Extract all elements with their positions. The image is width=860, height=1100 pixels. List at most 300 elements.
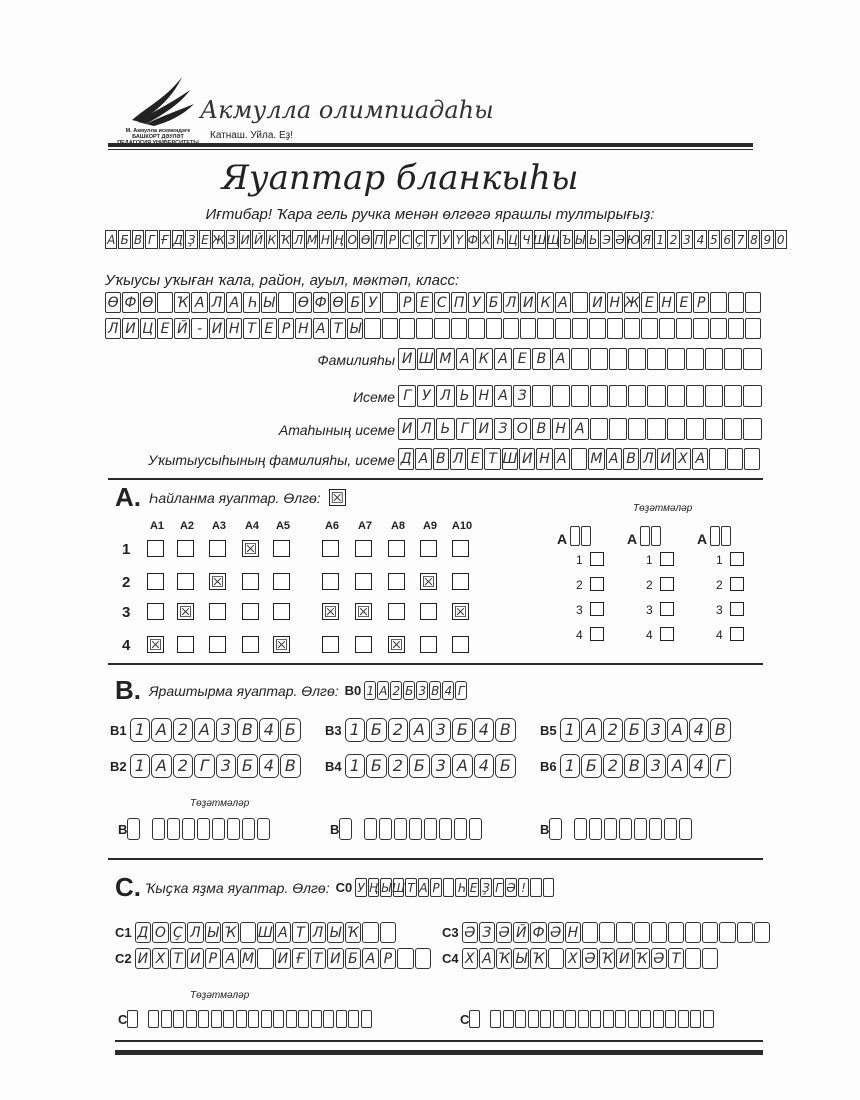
- letter-cell[interactable]: А: [552, 348, 570, 370]
- letter-cell[interactable]: Е: [676, 292, 692, 313]
- answer-checkbox[interactable]: [355, 540, 372, 557]
- correction-checkbox[interactable]: [660, 627, 674, 641]
- field-input[interactable]: [398, 448, 761, 470]
- letter-cell[interactable]: Ж: [624, 292, 640, 313]
- letter-cell[interactable]: [590, 385, 608, 407]
- answer-checkbox[interactable]: ☒: [178, 603, 193, 621]
- letter-cell[interactable]: [257, 948, 274, 969]
- letter-cell[interactable]: Б: [345, 948, 362, 969]
- correction-checkbox[interactable]: [660, 577, 674, 591]
- letter-cell[interactable]: Ә: [548, 922, 564, 943]
- letter-cell[interactable]: Н: [295, 318, 311, 339]
- letter-cell[interactable]: [709, 448, 725, 470]
- correction-cell[interactable]: [361, 1010, 372, 1028]
- letter-cell[interactable]: И: [398, 418, 416, 440]
- correction-cell[interactable]: [703, 1010, 714, 1028]
- letter-cell[interactable]: А: [606, 448, 622, 470]
- letter-cell[interactable]: [382, 292, 398, 313]
- letter-cell[interactable]: [719, 922, 735, 943]
- letter-cell[interactable]: [616, 922, 632, 943]
- letter-cell[interactable]: [651, 922, 667, 943]
- answer-checkbox[interactable]: [242, 573, 259, 590]
- letter-cell[interactable]: [628, 385, 646, 407]
- matching-correction[interactable]: [330, 818, 484, 840]
- correction-cell[interactable]: [336, 1010, 347, 1028]
- letter-cell[interactable]: [724, 418, 742, 440]
- letter-cell[interactable]: А: [667, 754, 688, 778]
- correction-cell[interactable]: [615, 1010, 626, 1028]
- letter-cell[interactable]: И: [187, 948, 204, 969]
- letter-cell[interactable]: Й: [174, 318, 190, 339]
- letter-cell[interactable]: 3: [431, 754, 452, 778]
- letter-cell[interactable]: А: [581, 718, 602, 742]
- letter-cell[interactable]: А: [194, 718, 215, 742]
- letter-cell[interactable]: [571, 385, 589, 407]
- letter-cell[interactable]: [647, 418, 665, 440]
- letter-cell[interactable]: [240, 922, 257, 943]
- letter-cell[interactable]: Л: [310, 922, 327, 943]
- letter-cell[interactable]: А: [494, 348, 512, 370]
- answer-checkbox[interactable]: [452, 540, 469, 557]
- correction-checkbox[interactable]: [590, 577, 604, 591]
- correction-cell[interactable]: [721, 526, 731, 546]
- letter-cell[interactable]: 1: [560, 718, 581, 742]
- correction-cell[interactable]: [679, 818, 692, 840]
- letter-cell[interactable]: [537, 318, 553, 339]
- letter-cell[interactable]: Г: [710, 754, 731, 778]
- answer-checkbox[interactable]: [273, 540, 290, 557]
- letter-cell[interactable]: В: [624, 754, 645, 778]
- letter-cell[interactable]: У: [364, 292, 380, 313]
- correction-cell[interactable]: [649, 818, 662, 840]
- letter-cell[interactable]: Ҡ: [174, 292, 190, 313]
- letter-cell[interactable]: А: [409, 718, 430, 742]
- correction-cell[interactable]: [236, 1010, 247, 1028]
- answer-checkbox[interactable]: [273, 603, 290, 620]
- letter-cell[interactable]: [434, 318, 450, 339]
- letter-cell[interactable]: Ә: [651, 948, 667, 969]
- letter-cell[interactable]: [702, 948, 718, 969]
- letter-cell[interactable]: У: [417, 385, 435, 407]
- letter-cell[interactable]: К: [475, 348, 493, 370]
- correction-cell[interactable]: [409, 818, 422, 840]
- letter-cell[interactable]: Д: [135, 922, 152, 943]
- letter-cell[interactable]: Ф: [313, 292, 329, 313]
- answer-checkbox[interactable]: ☒: [453, 603, 468, 621]
- letter-cell[interactable]: [745, 292, 761, 313]
- letter-cell[interactable]: В: [623, 448, 639, 470]
- letter-cell[interactable]: [705, 418, 723, 440]
- answer-checkbox[interactable]: ☒: [210, 573, 225, 591]
- letter-cell[interactable]: 4: [259, 754, 280, 778]
- letter-cell[interactable]: [693, 318, 709, 339]
- letter-cell[interactable]: И: [616, 948, 632, 969]
- letter-cell[interactable]: Б: [347, 292, 363, 313]
- letter-cell[interactable]: Ф: [530, 922, 546, 943]
- letter-cell[interactable]: 1: [345, 718, 366, 742]
- short-answer-correction[interactable]: [460, 1010, 715, 1028]
- letter-cell[interactable]: [686, 385, 704, 407]
- correction-cell[interactable]: [515, 1010, 526, 1028]
- letter-cell[interactable]: Р: [205, 948, 222, 969]
- answer-checkbox[interactable]: [452, 636, 469, 653]
- letter-cell[interactable]: Ғ: [292, 948, 309, 969]
- letter-cell[interactable]: Ҡ: [345, 922, 362, 943]
- letter-cell[interactable]: Ҡ: [222, 922, 239, 943]
- letter-cell[interactable]: Ц: [140, 318, 156, 339]
- letter-cell[interactable]: И: [657, 448, 673, 470]
- answer-checkbox[interactable]: ☒: [323, 603, 338, 621]
- letter-cell[interactable]: [641, 318, 657, 339]
- correction-cell[interactable]: [710, 526, 720, 546]
- letter-cell[interactable]: [628, 348, 646, 370]
- letter-cell[interactable]: 2: [173, 718, 194, 742]
- answer-checkbox[interactable]: [177, 540, 194, 557]
- short-answer-correction[interactable]: [118, 1010, 373, 1028]
- letter-cell[interactable]: Х: [565, 948, 581, 969]
- letter-cell[interactable]: Б: [581, 754, 602, 778]
- letter-cell[interactable]: Ш: [257, 922, 274, 943]
- answer-checkbox[interactable]: [147, 540, 164, 557]
- letter-cell[interactable]: Н: [659, 292, 675, 313]
- answer-checkbox[interactable]: [322, 540, 339, 557]
- letter-cell[interactable]: 2: [603, 718, 624, 742]
- letter-cell[interactable]: 3: [646, 718, 667, 742]
- correction-cell[interactable]: [424, 818, 437, 840]
- correction-cell[interactable]: [167, 818, 180, 840]
- answer-checkbox[interactable]: [177, 636, 194, 653]
- letter-cell[interactable]: А: [692, 448, 708, 470]
- letter-cell[interactable]: [743, 348, 761, 370]
- letter-cell[interactable]: 1: [130, 718, 151, 742]
- school-line-2[interactable]: [105, 318, 762, 339]
- letter-cell[interactable]: Ы: [327, 922, 344, 943]
- letter-cell[interactable]: [727, 448, 743, 470]
- letter-cell[interactable]: [415, 948, 432, 969]
- letter-cell[interactable]: [609, 418, 627, 440]
- letter-cell[interactable]: [647, 348, 665, 370]
- correction-cell[interactable]: [127, 818, 140, 840]
- correction-cell[interactable]: [549, 818, 562, 840]
- correction-cell[interactable]: [503, 1010, 514, 1028]
- letter-cell[interactable]: 2: [388, 754, 409, 778]
- letter-cell[interactable]: А: [362, 948, 379, 969]
- correction-cell[interactable]: [197, 818, 210, 840]
- letter-cell[interactable]: Ш: [417, 348, 435, 370]
- correction-cell[interactable]: [469, 818, 482, 840]
- letter-cell[interactable]: -: [191, 318, 207, 339]
- letter-cell[interactable]: Н: [607, 292, 623, 313]
- letter-cell[interactable]: [702, 922, 718, 943]
- letter-cell[interactable]: Л: [436, 385, 454, 407]
- correction-cell[interactable]: [261, 1010, 272, 1028]
- letter-cell[interactable]: А: [151, 754, 172, 778]
- short-answer[interactable]: [115, 922, 397, 943]
- letter-cell[interactable]: [607, 318, 623, 339]
- correction-cell[interactable]: [311, 1010, 322, 1028]
- answer-checkbox[interactable]: [322, 636, 339, 653]
- correction-cell[interactable]: [653, 1010, 664, 1028]
- letter-cell[interactable]: Г: [194, 754, 215, 778]
- correction-cell[interactable]: [227, 818, 240, 840]
- letter-cell[interactable]: [737, 922, 753, 943]
- letter-cell[interactable]: И: [135, 948, 152, 969]
- letter-cell[interactable]: А: [667, 718, 688, 742]
- letter-cell[interactable]: 3: [216, 718, 237, 742]
- answer-checkbox[interactable]: [242, 636, 259, 653]
- letter-cell[interactable]: А: [191, 292, 207, 313]
- letter-cell[interactable]: Б: [366, 754, 387, 778]
- answer-checkbox[interactable]: [242, 603, 259, 620]
- letter-cell[interactable]: [724, 385, 742, 407]
- letter-cell[interactable]: [659, 318, 675, 339]
- answer-checkbox[interactable]: ☒: [389, 636, 404, 654]
- letter-cell[interactable]: 4: [689, 718, 710, 742]
- answer-checkbox[interactable]: [420, 540, 437, 557]
- correction-cell[interactable]: [394, 818, 407, 840]
- correction-cell[interactable]: [565, 1010, 576, 1028]
- correction-cell[interactable]: [211, 1010, 222, 1028]
- letter-cell[interactable]: Ы: [347, 318, 363, 339]
- letter-cell[interactable]: [676, 318, 692, 339]
- letter-cell[interactable]: Ҫ: [170, 922, 187, 943]
- correction-cell[interactable]: [223, 1010, 234, 1028]
- letter-cell[interactable]: М: [588, 448, 604, 470]
- letter-cell[interactable]: Ь: [436, 418, 454, 440]
- answer-checkbox[interactable]: [388, 603, 405, 620]
- answer-checkbox[interactable]: ☒: [243, 540, 258, 558]
- letter-cell[interactable]: [157, 292, 173, 313]
- letter-cell[interactable]: [572, 318, 588, 339]
- letter-cell[interactable]: В: [433, 448, 449, 470]
- letter-cell[interactable]: [397, 948, 414, 969]
- answer-checkbox[interactable]: [147, 603, 164, 620]
- letter-cell[interactable]: В: [710, 718, 731, 742]
- letter-cell[interactable]: [745, 318, 761, 339]
- letter-cell[interactable]: [503, 318, 519, 339]
- letter-cell[interactable]: Х: [152, 948, 169, 969]
- letter-cell[interactable]: [532, 385, 550, 407]
- correction-cell[interactable]: [469, 1010, 480, 1028]
- correction-cell[interactable]: [348, 1010, 359, 1028]
- letter-cell[interactable]: Д: [398, 448, 414, 470]
- letter-cell[interactable]: Л: [503, 292, 519, 313]
- answer-checkbox[interactable]: [322, 573, 339, 590]
- letter-cell[interactable]: Г: [398, 385, 416, 407]
- letter-cell[interactable]: [590, 418, 608, 440]
- correction-checkbox[interactable]: [730, 602, 744, 616]
- letter-cell[interactable]: И: [520, 292, 536, 313]
- matching-correction[interactable]: [540, 818, 694, 840]
- matching-answer[interactable]: [325, 718, 517, 742]
- letter-cell[interactable]: [552, 385, 570, 407]
- letter-cell[interactable]: Б: [237, 754, 258, 778]
- letter-cell[interactable]: [599, 922, 615, 943]
- letter-cell[interactable]: [609, 385, 627, 407]
- correction-checkbox[interactable]: [730, 627, 744, 641]
- correction-cell[interactable]: [590, 1010, 601, 1028]
- letter-cell[interactable]: Б: [366, 718, 387, 742]
- letter-cell[interactable]: [628, 418, 646, 440]
- letter-cell[interactable]: Б: [280, 718, 301, 742]
- letter-cell[interactable]: [468, 318, 484, 339]
- letter-cell[interactable]: Х: [675, 448, 691, 470]
- letter-cell[interactable]: Б: [495, 754, 516, 778]
- letter-cell[interactable]: А: [415, 448, 431, 470]
- letter-cell[interactable]: [382, 318, 398, 339]
- letter-cell[interactable]: [589, 318, 605, 339]
- letter-cell[interactable]: 1: [130, 754, 151, 778]
- correction-cell[interactable]: [148, 1010, 159, 1028]
- letter-cell[interactable]: А: [494, 385, 512, 407]
- letter-cell[interactable]: 2: [388, 718, 409, 742]
- letter-cell[interactable]: А: [555, 292, 571, 313]
- letter-cell[interactable]: К: [537, 292, 553, 313]
- answer-checkbox[interactable]: [388, 573, 405, 590]
- letter-cell[interactable]: Һ: [243, 292, 259, 313]
- correction-cell[interactable]: [298, 1010, 309, 1028]
- correction-cell[interactable]: [570, 526, 580, 546]
- answer-checkbox[interactable]: ☒: [274, 636, 289, 654]
- correction-cell[interactable]: [619, 818, 632, 840]
- letter-cell[interactable]: А: [571, 418, 589, 440]
- letter-cell[interactable]: [399, 318, 415, 339]
- letter-cell[interactable]: Ҡ: [496, 948, 512, 969]
- letter-cell[interactable]: В: [495, 718, 516, 742]
- matching-answer[interactable]: [325, 754, 517, 778]
- correction-cell[interactable]: [248, 1010, 259, 1028]
- letter-cell[interactable]: [705, 385, 723, 407]
- correction-checkbox[interactable]: [660, 602, 674, 616]
- letter-cell[interactable]: В: [237, 718, 258, 742]
- letter-cell[interactable]: Н: [536, 448, 552, 470]
- answer-checkbox[interactable]: [452, 573, 469, 590]
- letter-cell[interactable]: [668, 922, 684, 943]
- letter-cell[interactable]: 2: [173, 754, 194, 778]
- letter-cell[interactable]: [667, 418, 685, 440]
- letter-cell[interactable]: [278, 292, 294, 313]
- matching-answer[interactable]: [110, 754, 302, 778]
- correction-cell[interactable]: [589, 818, 602, 840]
- letter-cell[interactable]: Т: [330, 318, 346, 339]
- letter-cell[interactable]: Ө: [295, 292, 311, 313]
- letter-cell[interactable]: Ө: [140, 292, 156, 313]
- correction-cell[interactable]: [212, 818, 225, 840]
- field-input[interactable]: [398, 348, 763, 370]
- letter-cell[interactable]: У: [468, 292, 484, 313]
- letter-cell[interactable]: Р: [693, 292, 709, 313]
- letter-cell[interactable]: 1: [345, 754, 366, 778]
- letter-cell[interactable]: [728, 318, 744, 339]
- letter-cell[interactable]: Н: [226, 318, 242, 339]
- letter-cell[interactable]: Р: [380, 948, 397, 969]
- correction-checkbox[interactable]: [660, 552, 674, 566]
- correction-checkbox[interactable]: [590, 602, 604, 616]
- letter-cell[interactable]: А: [554, 448, 570, 470]
- letter-cell[interactable]: [647, 385, 665, 407]
- letter-cell[interactable]: В: [532, 348, 550, 370]
- letter-cell[interactable]: [380, 922, 397, 943]
- letter-cell[interactable]: А: [222, 948, 239, 969]
- letter-cell[interactable]: В: [280, 754, 301, 778]
- correction-checkbox[interactable]: [730, 552, 744, 566]
- correction-cell[interactable]: [339, 818, 352, 840]
- letter-cell[interactable]: Ш: [502, 448, 518, 470]
- letter-cell[interactable]: [520, 318, 536, 339]
- letter-cell[interactable]: А: [151, 718, 172, 742]
- correction-checkbox[interactable]: [590, 552, 604, 566]
- correction-cell[interactable]: [540, 1010, 551, 1028]
- correction-cell[interactable]: [664, 818, 677, 840]
- letter-cell[interactable]: 4: [474, 754, 495, 778]
- letter-cell[interactable]: [571, 448, 587, 470]
- letter-cell[interactable]: И: [327, 948, 344, 969]
- matching-correction[interactable]: [118, 818, 272, 840]
- letter-cell[interactable]: Г: [456, 418, 474, 440]
- letter-cell[interactable]: [364, 318, 380, 339]
- letter-cell[interactable]: И: [209, 318, 225, 339]
- letter-cell[interactable]: А: [275, 922, 292, 943]
- letter-cell[interactable]: И: [519, 448, 535, 470]
- letter-cell[interactable]: [743, 385, 761, 407]
- letter-cell[interactable]: Т: [243, 318, 259, 339]
- correction-cell[interactable]: [364, 818, 377, 840]
- correction-cell[interactable]: [439, 818, 452, 840]
- letter-cell[interactable]: М: [436, 348, 454, 370]
- answer-checkbox[interactable]: [388, 540, 405, 557]
- letter-cell[interactable]: Ә: [496, 922, 512, 943]
- letter-cell[interactable]: [634, 922, 650, 943]
- answer-checkbox[interactable]: [273, 573, 290, 590]
- correction-cell[interactable]: [127, 1010, 138, 1028]
- field-input[interactable]: [398, 385, 763, 407]
- letter-cell[interactable]: Ә: [582, 948, 598, 969]
- letter-cell[interactable]: Ә: [462, 922, 478, 943]
- correction-cell[interactable]: [553, 1010, 564, 1028]
- letter-cell[interactable]: И: [122, 318, 138, 339]
- correction-cell[interactable]: [242, 818, 255, 840]
- short-answer[interactable]: [442, 922, 771, 943]
- letter-cell[interactable]: [582, 922, 598, 943]
- correction-cell[interactable]: [186, 1010, 197, 1028]
- letter-cell[interactable]: З: [513, 385, 531, 407]
- letter-cell[interactable]: Л: [450, 448, 466, 470]
- letter-cell[interactable]: Т: [668, 948, 684, 969]
- letter-cell[interactable]: [486, 318, 502, 339]
- letter-cell[interactable]: Т: [292, 922, 309, 943]
- letter-cell[interactable]: Е: [261, 318, 277, 339]
- matching-answer[interactable]: [540, 754, 732, 778]
- letter-cell[interactable]: [571, 348, 589, 370]
- letter-cell[interactable]: [667, 348, 685, 370]
- answer-checkbox[interactable]: [420, 636, 437, 653]
- letter-cell[interactable]: 4: [689, 754, 710, 778]
- letter-cell[interactable]: Ө: [330, 292, 346, 313]
- letter-cell[interactable]: [744, 448, 760, 470]
- short-answer[interactable]: [115, 948, 432, 969]
- letter-cell[interactable]: З: [479, 922, 495, 943]
- letter-cell[interactable]: П: [451, 292, 467, 313]
- letter-cell[interactable]: М: [240, 948, 257, 969]
- letter-cell[interactable]: Ь: [456, 385, 474, 407]
- letter-cell[interactable]: [362, 922, 379, 943]
- letter-cell[interactable]: Ф: [122, 292, 138, 313]
- letter-cell[interactable]: Ө: [105, 292, 121, 313]
- letter-cell[interactable]: Е: [416, 292, 432, 313]
- letter-cell[interactable]: А: [313, 318, 329, 339]
- letter-cell[interactable]: А: [452, 754, 473, 778]
- letter-cell[interactable]: Р: [399, 292, 415, 313]
